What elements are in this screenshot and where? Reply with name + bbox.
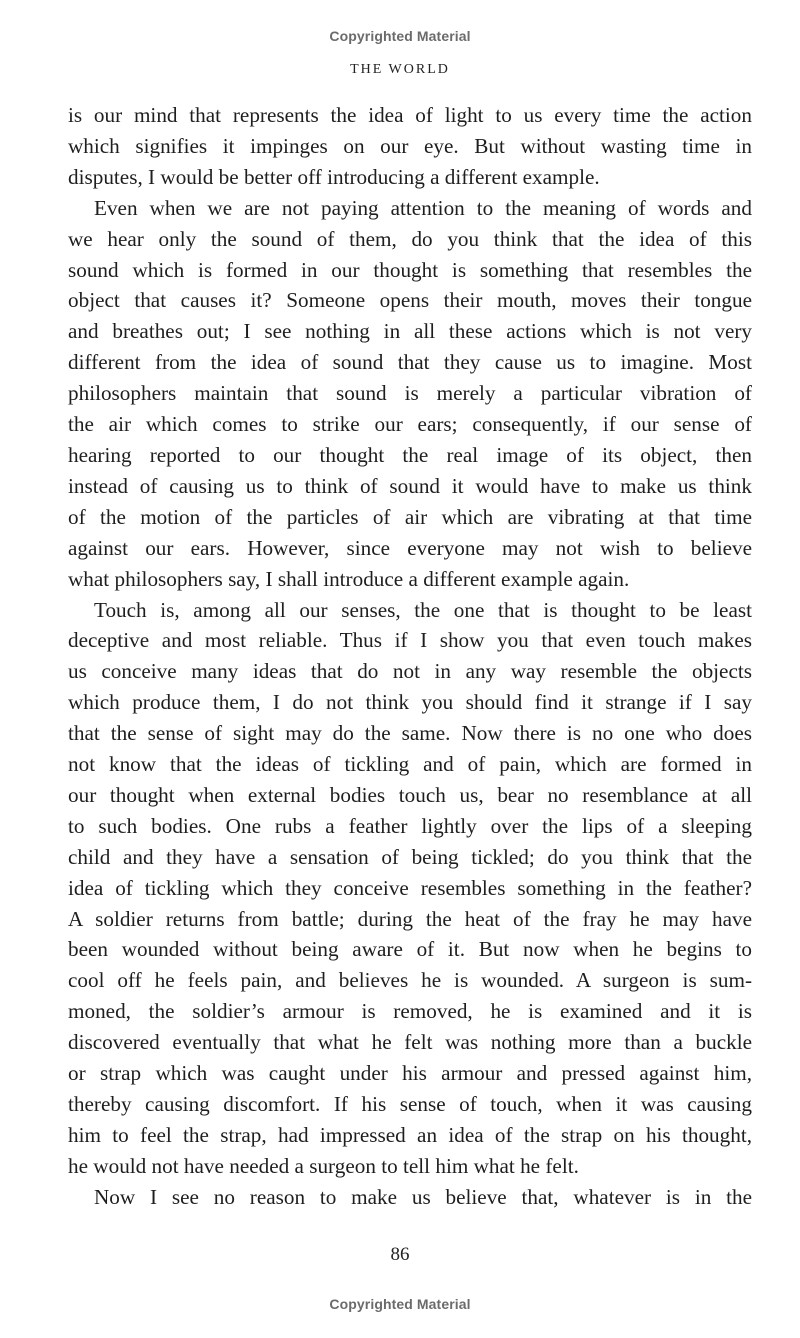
copyright-notice-bottom: Copyrighted Material (329, 1296, 471, 1312)
text-line: idea of tickling which they conceive resembles something in the feather? (68, 875, 752, 900)
text-line: which signifies it impinges on our eye. But without wasting time in (68, 133, 752, 158)
text-line: Even when we are not paying attention to the meaning of words and (94, 195, 752, 220)
text-line: been wounded without being aware of it. But now when he begins to (68, 937, 752, 962)
text-line: to such bodies. One rubs a feather lightly over the lips of a sleeping (68, 813, 752, 838)
text-line: discovered eventually that what he felt was nothing more than a buckle (68, 1030, 752, 1055)
text-line: Touch is, among all our senses, the one that is thought to be least (94, 597, 752, 622)
text-line: he would not have needed a surgeon to tell him what he felt. (68, 1153, 579, 1178)
paragraph (68, 1182, 752, 1213)
paragraph (68, 193, 752, 595)
text-line: A soldier returns from battle; during the heat of the fray he may have (68, 906, 752, 931)
text-line: different from the idea of sound that they cause us to imagine. Most (68, 350, 752, 375)
paragraph (68, 100, 752, 193)
page-number: 86 (390, 1244, 410, 1265)
text-line: against our ears. However, since everyone may not wish to believe (68, 535, 752, 560)
text-line: of the motion of the particles of air which are vibrating at that time (68, 504, 752, 529)
text-line: we hear only the sound of them, do you think that the idea of this (68, 226, 752, 251)
text-line: what philosophers say, I shall introduce a different example again. (68, 566, 630, 591)
text-line: the air which comes to strike our ears; consequently, if our sense of (68, 412, 752, 437)
text-line: is our mind that represents the idea of light to us every time the action (68, 103, 752, 127)
text-line: disputes, I would be better off introducing a different example. (68, 164, 600, 189)
running-head: THE WORLD (350, 62, 450, 77)
text-line: or strap which was caught under his armour and pressed against him, (68, 1061, 752, 1086)
paragraph (68, 595, 752, 1182)
text-line: child and they have a sensation of being tickled; do you think that the (68, 844, 752, 869)
text-line: philosophers maintain that sound is merely a particular vibration of (68, 381, 752, 406)
text-line: thereby causing discomfort. If his sense of touch, when it was causing (68, 1092, 752, 1116)
text-line: cool off he feels pain, and believes he is wounded. A surgeon is sum- (68, 968, 752, 993)
text-line: moned, the soldier’s armour is removed, he is examined and it is (68, 999, 752, 1024)
text-line: that the sense of sight may do the same. Now there is no one who does (68, 721, 752, 746)
text-line: our thought when external bodies touch us, bear no resemblance at all (68, 782, 752, 807)
text-line: object that causes it? Someone opens their mouth, moves their tongue (68, 288, 752, 313)
text-line: and breathes out; I see nothing in all these actions which is not very (68, 319, 752, 344)
text-line: him to feel the strap, had impressed an idea of the strap on his thought, (68, 1122, 752, 1147)
text-line: instead of causing us to think of sound it would have to make us think (68, 473, 752, 498)
text-line: deceptive and most reliable. Thus if I show you that even touch makes (68, 628, 752, 653)
text-line: Now I see no reason to make us believe that, whatever is in the (94, 1184, 752, 1209)
text-line: hearing reported to our thought the real image of its object, then (68, 442, 752, 467)
body-text (68, 100, 752, 1213)
text-line: sound which is formed in our thought is something that resembles the (68, 257, 752, 282)
text-line: which produce them, I do not think you should find it strange if I say (68, 690, 752, 715)
text-line: us conceive many ideas that do not in any way resemble the objects (68, 659, 752, 684)
text-line: not know that the ideas of tickling and of pain, which are formed in (68, 752, 752, 777)
copyright-notice-top: Copyrighted Material (329, 28, 471, 44)
